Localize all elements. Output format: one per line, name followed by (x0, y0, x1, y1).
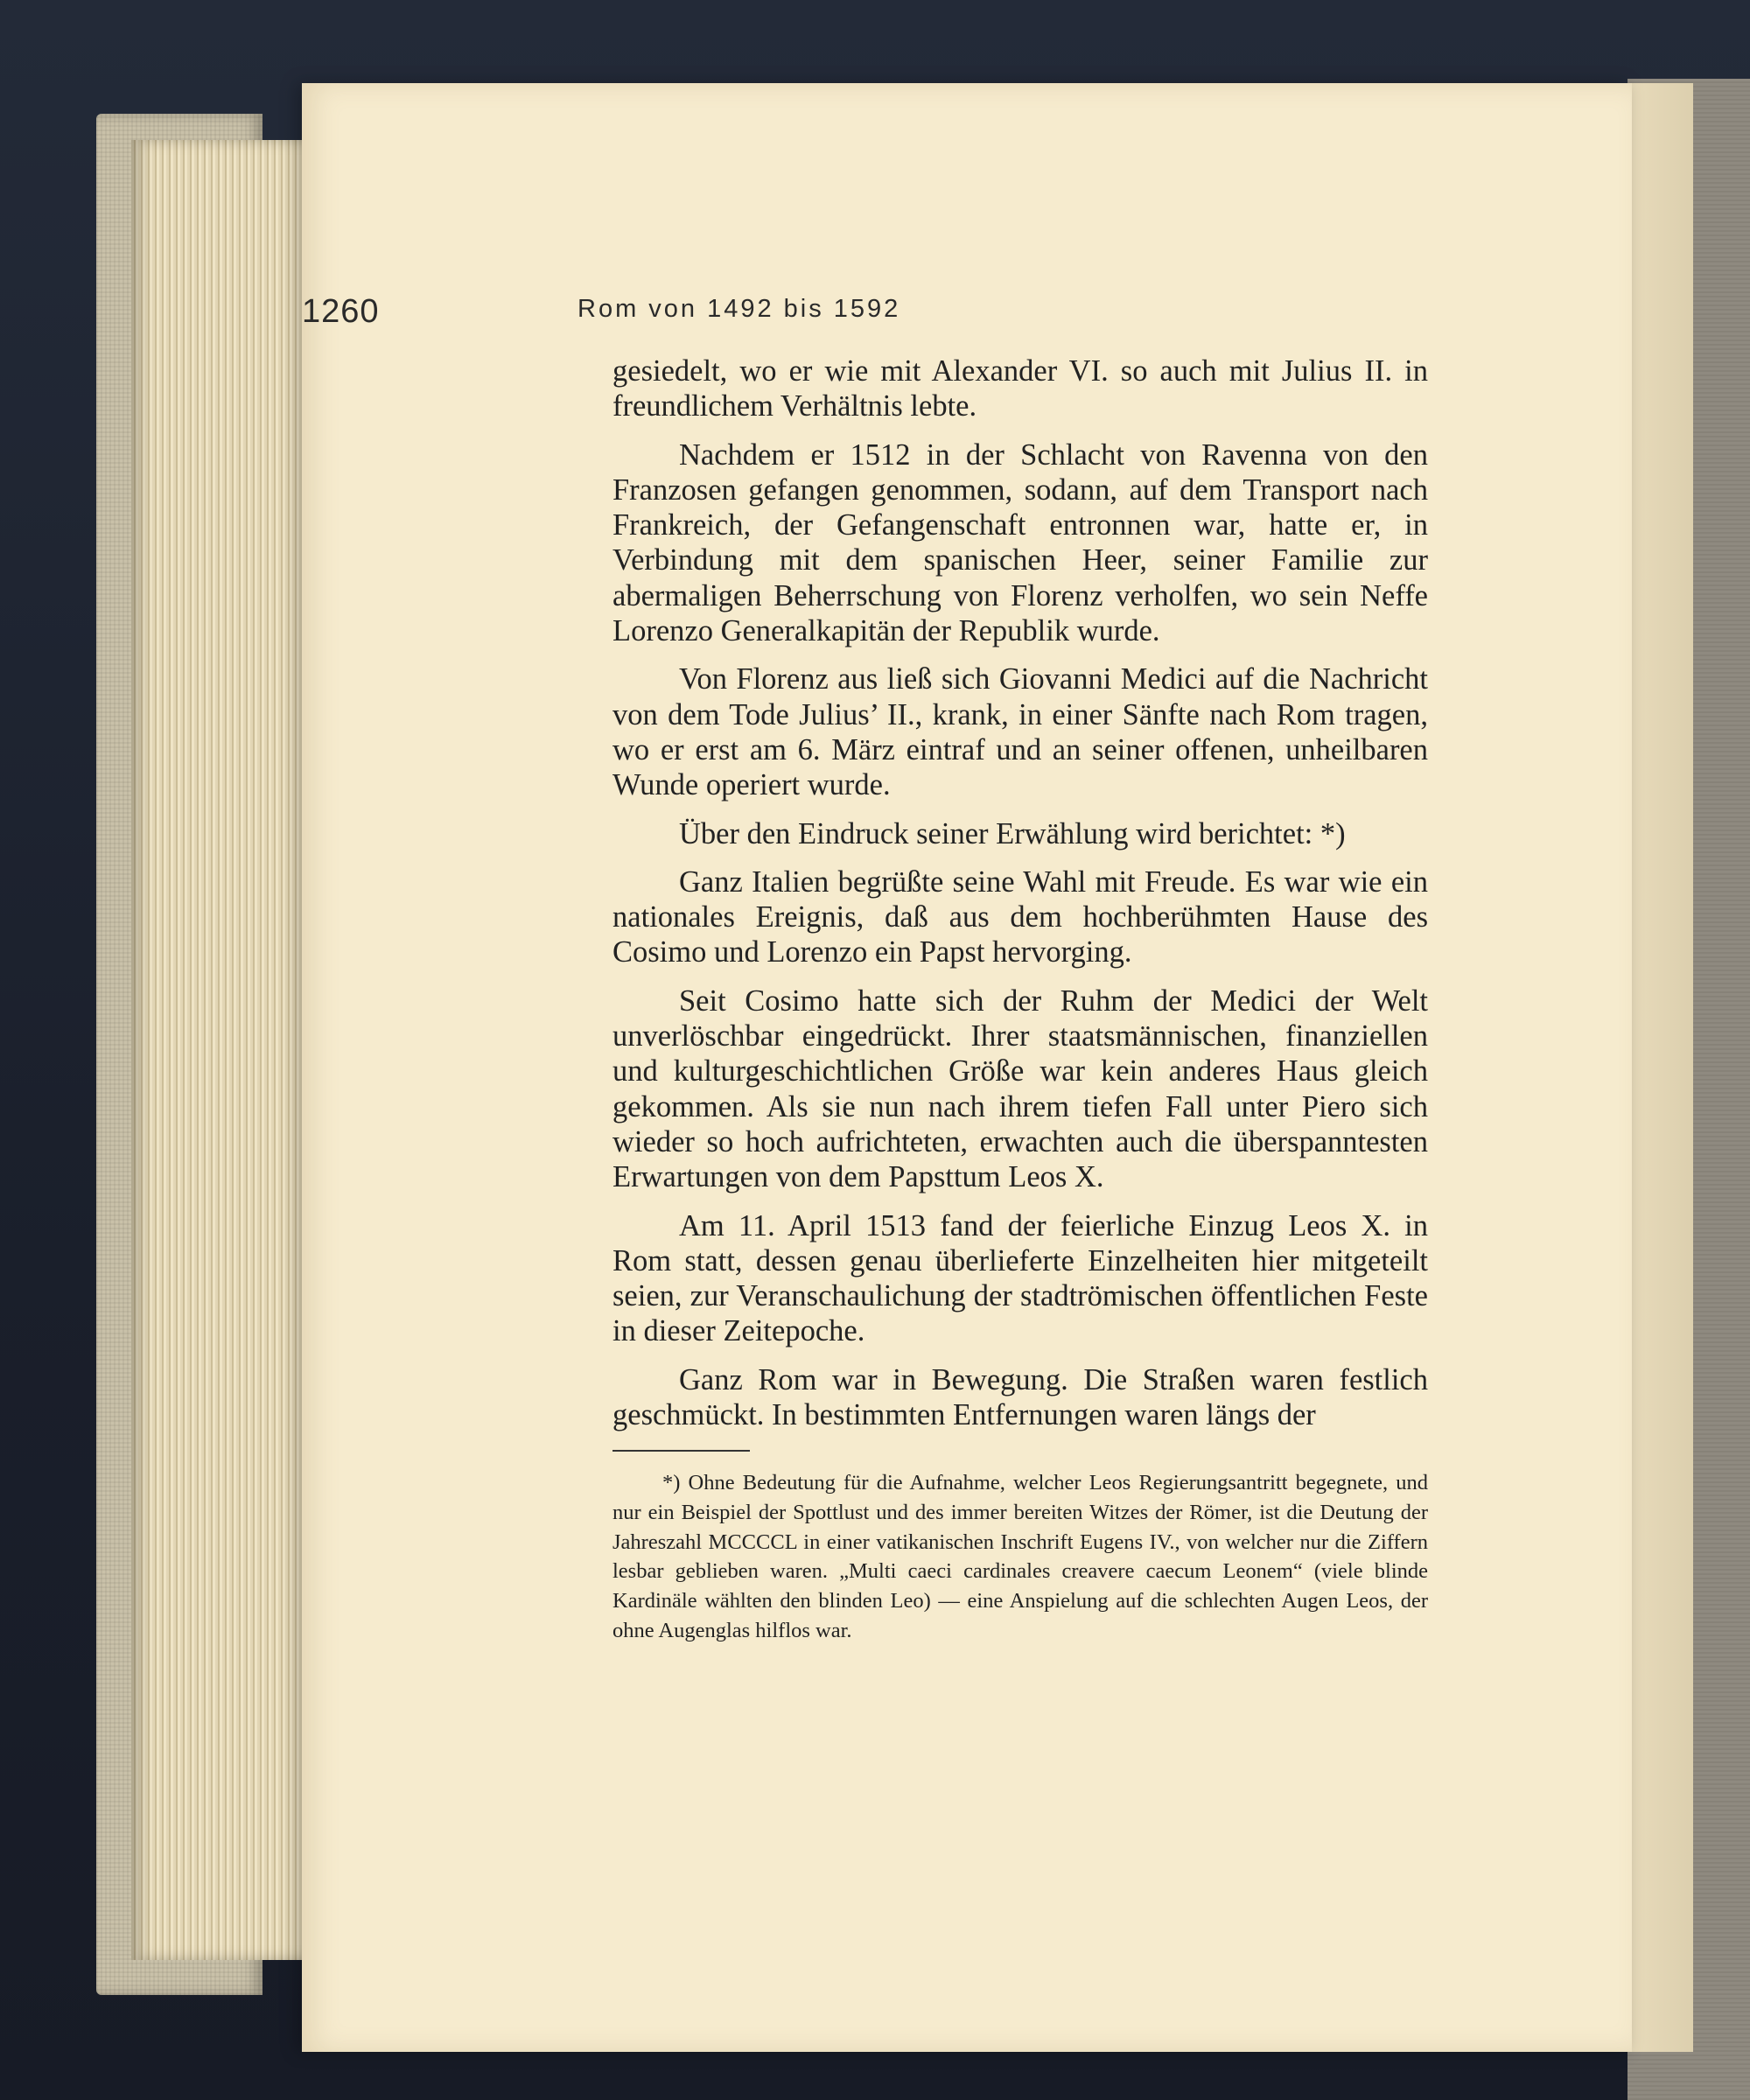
paragraph-1: gesiedelt, wo er wie mit Alexander VI. so auch mit Julius II. in freundlichem Verhältnis lebte. (612, 354, 1428, 424)
running-title: Rom von 1492 bis 1592 (578, 295, 901, 323)
page-number: 1260 (302, 293, 380, 330)
adjacent-page (1623, 83, 1693, 2052)
page-edges (131, 140, 315, 1960)
paragraph-8: Ganz Rom war in Bewegung. Die Straßen waren festlich geschmückt. In bestimmten Entfernungen waren längs der (612, 1362, 1428, 1432)
paragraph-4: Über den Eindruck seiner Erwählung wird berichtet: *) (679, 816, 1346, 850)
paragraph-7: Am 11. April 1513 fand der feierliche Einzug Leos X. in Rom statt, dessen genau überlieferte Einzelheiten hier mitgeteilt seien, zur Veranschaulichung der stadtrömischen öffentlichen Feste in dieser Zeitepoche. (612, 1208, 1428, 1348)
paragraph-2: Nachdem er 1512 in der Schlacht von Ravenna von den Franzosen gefangen genommen, sodann, auf dem Transport nach Frankreich, der Gefangenschaft entronnen war, hatte er, in Verbindung mit dem spanischen Heer, seiner Familie zur abermaligen Beherrschung von Florenz verholfen, wo sein Neffe Lorenzo Generalkapitän der Republik wurde. (612, 438, 1428, 648)
body-text (612, 354, 1428, 1446)
paragraph-5: Ganz Italien begrüßte seine Wahl mit Freude. Es war wie ein nationales Ereignis, daß aus dem hochberühmten Hause des Cosimo und Lorenzo ein Papst hervorging. (612, 864, 1428, 970)
footnote-rule (612, 1450, 750, 1452)
footnote-text: *) Ohne Bedeutung für die Aufnahme, welcher Leos Regierungsantritt begegnete, und nur ein Beispiel der Spottlust und des immer bereiten Witzes der Römer, ist die Deutung der Jahreszahl MCCCCL in einer vatikanischen Inschrift Eugens IV., von welcher nur die Ziffern lesbar geblieben waren. „Multi caeci cardinales creavere caecum Leonem“ (viele blinde Kardinäle wählten den blinden Leo) — eine Anspielung auf die schlechten Augen Leos, der ohne Augenglas hilflos war. (612, 1471, 1428, 1642)
paragraph-3: Von Florenz aus ließ sich Giovanni Medici auf die Nachricht von dem Tode Julius’ II., krank, in einer Sänfte nach Rom tragen, wo er erst am 6. März eintraf und an seiner offenen, unheilbaren Wunde operiert wurde. (612, 662, 1428, 802)
footnote (612, 1468, 1428, 1646)
paragraph-6: Seit Cosimo hatte sich der Ruhm der Medici der Welt unverlöschbar eingedrückt. Ihrer staatsmännischen, finanziellen und kulturgeschichtlichen Größe war kein anderes Haus gleich gekommen. Als sie nun nach ihrem tiefen Fall unter Piero sich wieder so hoch aufrichteten, erwachten auch die überspanntesten Erwartungen von dem Papsttum Leos X. (612, 984, 1428, 1194)
